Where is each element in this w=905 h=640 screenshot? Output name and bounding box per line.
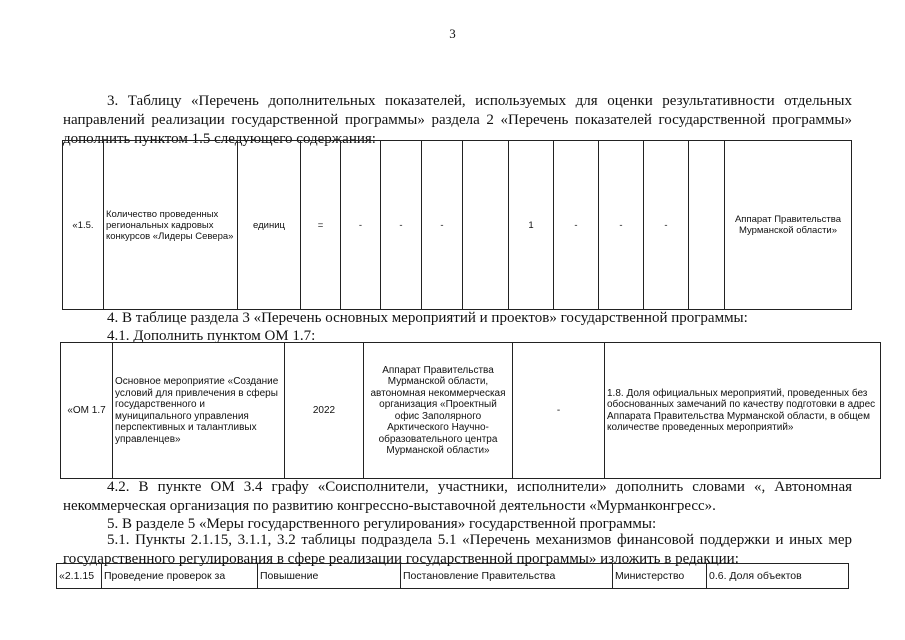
responsible-cell: Аппарат Правительства Мурманской области» [725, 141, 852, 310]
paragraph-5-1: 5.1. Пункты 2.1.15, 3.1.1, 3.2 таблицы подраздела 5.1 «Перечень механизмов финансовой поддержки и иных мер государственного регулирования в сфере реализации государственной программы» изложить в редакции: [63, 532, 852, 567]
executor-cell: Министерство [613, 564, 707, 589]
item-number: «2.1.15 [57, 564, 102, 589]
value-cell: - [381, 141, 422, 310]
executors-cell: Аппарат Правительства Мурманской области, автономная некоммерческая организация «Проектный офис Заполярного Арктического Научно-образовательного центра Мурманской области» [364, 343, 513, 479]
indicator-name: Количество проведенных региональных кадровых конкурсов «Лидеры Севера» [104, 141, 238, 310]
value-cell: - [341, 141, 381, 310]
act-cell: Постановление Правительства [401, 564, 613, 589]
unit-cell: единиц [238, 141, 301, 310]
value-cell: 1 [509, 141, 554, 310]
activity-name: Основное мероприятие «Создание условий для привлечения в сферы государственного и муниципального управления перспективных и талантливых управленцев» [113, 343, 285, 479]
dash-cell: - [513, 343, 605, 479]
value-cell: - [554, 141, 599, 310]
value-cell: - [599, 141, 644, 310]
activity-number: «ОМ 1.7 [61, 343, 113, 479]
paragraph-4-2: 4.2. В пункте ОМ 3.4 графу «Соисполнители, участники, исполнители» дополнить словами «, Автономная некоммерческая организация по развитию конгрессно-выставочной деятельности «Мурманконгресс». [63, 479, 852, 514]
paragraph-3: 3. Таблицу «Перечень дополнительных показателей, используемых для оценки результативности отдельных направлений реализации государственной программы» раздела 2 «Перечень показателей государственной программы» дополнить пунктом 1.5 следующего содержания: [63, 93, 852, 147]
paragraph-4-1: 4.1. Дополнить пунктом ОМ 1.7: [107, 328, 316, 344]
value-cell: - [644, 141, 689, 310]
table-row [63, 141, 852, 310]
measure-name: Проведение проверок за [102, 564, 258, 589]
table-row [61, 343, 881, 479]
indicator-cell: 0.6. Доля объектов [707, 564, 849, 589]
activities-table [60, 342, 881, 479]
goal-cell: Повышение [258, 564, 401, 589]
value-cell: = [301, 141, 341, 310]
paragraph-5: 5. В разделе 5 «Меры государственного регулирования» государственной программы: [107, 516, 657, 532]
page-number: 3 [449, 26, 456, 41]
empty-cell [463, 141, 509, 310]
regulation-table [56, 563, 849, 589]
item-number: «1.5. [63, 141, 104, 310]
empty-cell [689, 141, 725, 310]
indicator-link-cell: 1.8. Доля официальных мероприятий, проведенных без обоснованных замечаний по качеству подготовки в адрес Аппарата Правительства Мурманской области, в общем количестве проведенных мероприятий» [605, 343, 881, 479]
table-row [57, 564, 849, 589]
value-cell: - [422, 141, 463, 310]
paragraph-4: 4. В таблице раздела 3 «Перечень основных мероприятий и проектов» государственной программы: [107, 310, 748, 326]
year-cell: 2022 [285, 343, 364, 479]
indicators-table [62, 140, 852, 310]
